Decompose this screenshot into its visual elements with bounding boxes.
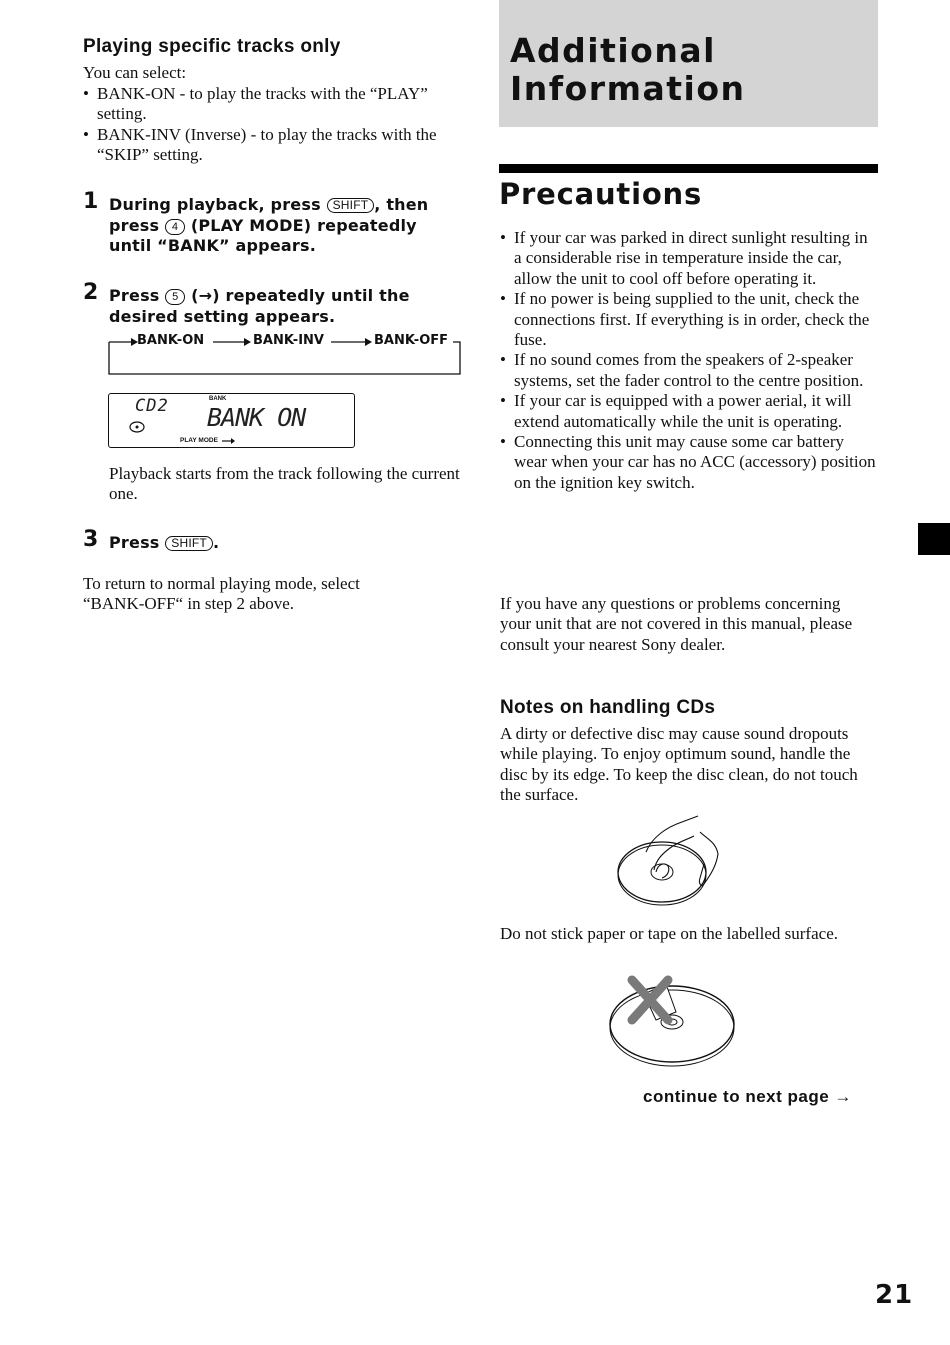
chapter-tab: [918, 523, 950, 555]
lcd-display: [108, 393, 355, 448]
intro-text: You can select:: [83, 63, 187, 82]
lcd-main-text: BANK ON: [207, 403, 306, 432]
section-title: Additional Information: [510, 31, 746, 108]
notes-paragraph: A dirty or defective disc may cause sound dropouts while playing. To enjoy optimum sound, handle the disc by its edge. To keep the disc clean, do not touch the surface.: [500, 724, 858, 805]
return-note: To return to normal playing mode, select “BANK-OFF“ in step 2 above.: [83, 574, 360, 614]
step-1-text: During playback, press SHIFT , then press 4 (PLAY MODE) repeatedly until “BANK” appears.: [109, 195, 429, 255]
key-4-icon: 4: [165, 219, 185, 235]
flow-label-bank-inv: BANK-INV: [253, 333, 324, 348]
questions-paragraph: If you have any questions or problems concerning your unit that are not covered in this manual, please consult your nearest Sony dealer.: [500, 594, 853, 654]
precautions-list: [500, 228, 878, 493]
disc-indicator-icon: [129, 421, 145, 433]
list-item: • If no sound comes from the speakers of 2-speaker systems, set the fader control to the centre position.: [500, 350, 878, 391]
page-number: 21: [875, 1280, 914, 1310]
notes-heading: Notes on handling CDs: [500, 697, 716, 718]
lcd-track: CD2: [135, 396, 169, 416]
key-5-icon: 5: [165, 289, 185, 305]
precautions-title: Precautions: [499, 177, 703, 211]
playback-note: Playback starts from the track following the current one.: [109, 464, 460, 504]
lcd-play-mode-indicator: PLAY MODE: [180, 437, 218, 444]
list-item: • If your car was parked in direct sunlight resulting in a considerable rise in temperature inside the car, allow the unit to cool off before operating it.: [500, 228, 878, 289]
no-tape-disc-illustration: [606, 970, 738, 1070]
bank-flow-diagram: [107, 330, 463, 376]
shift-key-icon: SHIFT: [327, 198, 375, 213]
lcd-bank-indicator: BANK: [209, 396, 227, 402]
step-3-text: Press SHIFT .: [109, 533, 220, 552]
step-number: 3: [83, 527, 99, 552]
arrow-right-icon: [222, 437, 236, 445]
shift-key-icon: SHIFT: [165, 536, 213, 551]
section-heading-specific-tracks: Playing specific tracks only: [83, 36, 341, 57]
list-item: • BANK-INV (Inverse) - to play the tracks with the “SKIP” setting.: [83, 125, 463, 166]
tape-note: Do not stick paper or tape on the labelled surface.: [500, 924, 838, 943]
flow-label-bank-off: BANK-OFF: [374, 333, 449, 348]
step-2-text: Press 5 (→) repeatedly until the desired setting appears.: [109, 286, 410, 326]
list-item: • If your car is equipped with a power aerial, it will extend automatically while the unit is operating.: [500, 391, 878, 432]
section-header-box: [499, 0, 878, 127]
list-item: • BANK-ON - to play the tracks with the “PLAY” setting.: [83, 84, 463, 125]
continue-next-page: continue to next page →: [643, 1087, 852, 1106]
list-item: • Connecting this unit may cause some car battery wear when your car has no ACC (accessory) position on the ignition key switch.: [500, 432, 878, 493]
disc-handling-illustration: [612, 812, 724, 908]
flow-label-bank-on: BANK-ON: [137, 333, 205, 348]
options-list: [83, 84, 463, 166]
step-number: 2: [83, 280, 99, 305]
step-number: 1: [83, 189, 99, 214]
list-item: • If no power is being supplied to the unit, check the connections first. If everything is in order, check the fuse.: [500, 289, 878, 350]
heading-rule: [499, 164, 878, 173]
